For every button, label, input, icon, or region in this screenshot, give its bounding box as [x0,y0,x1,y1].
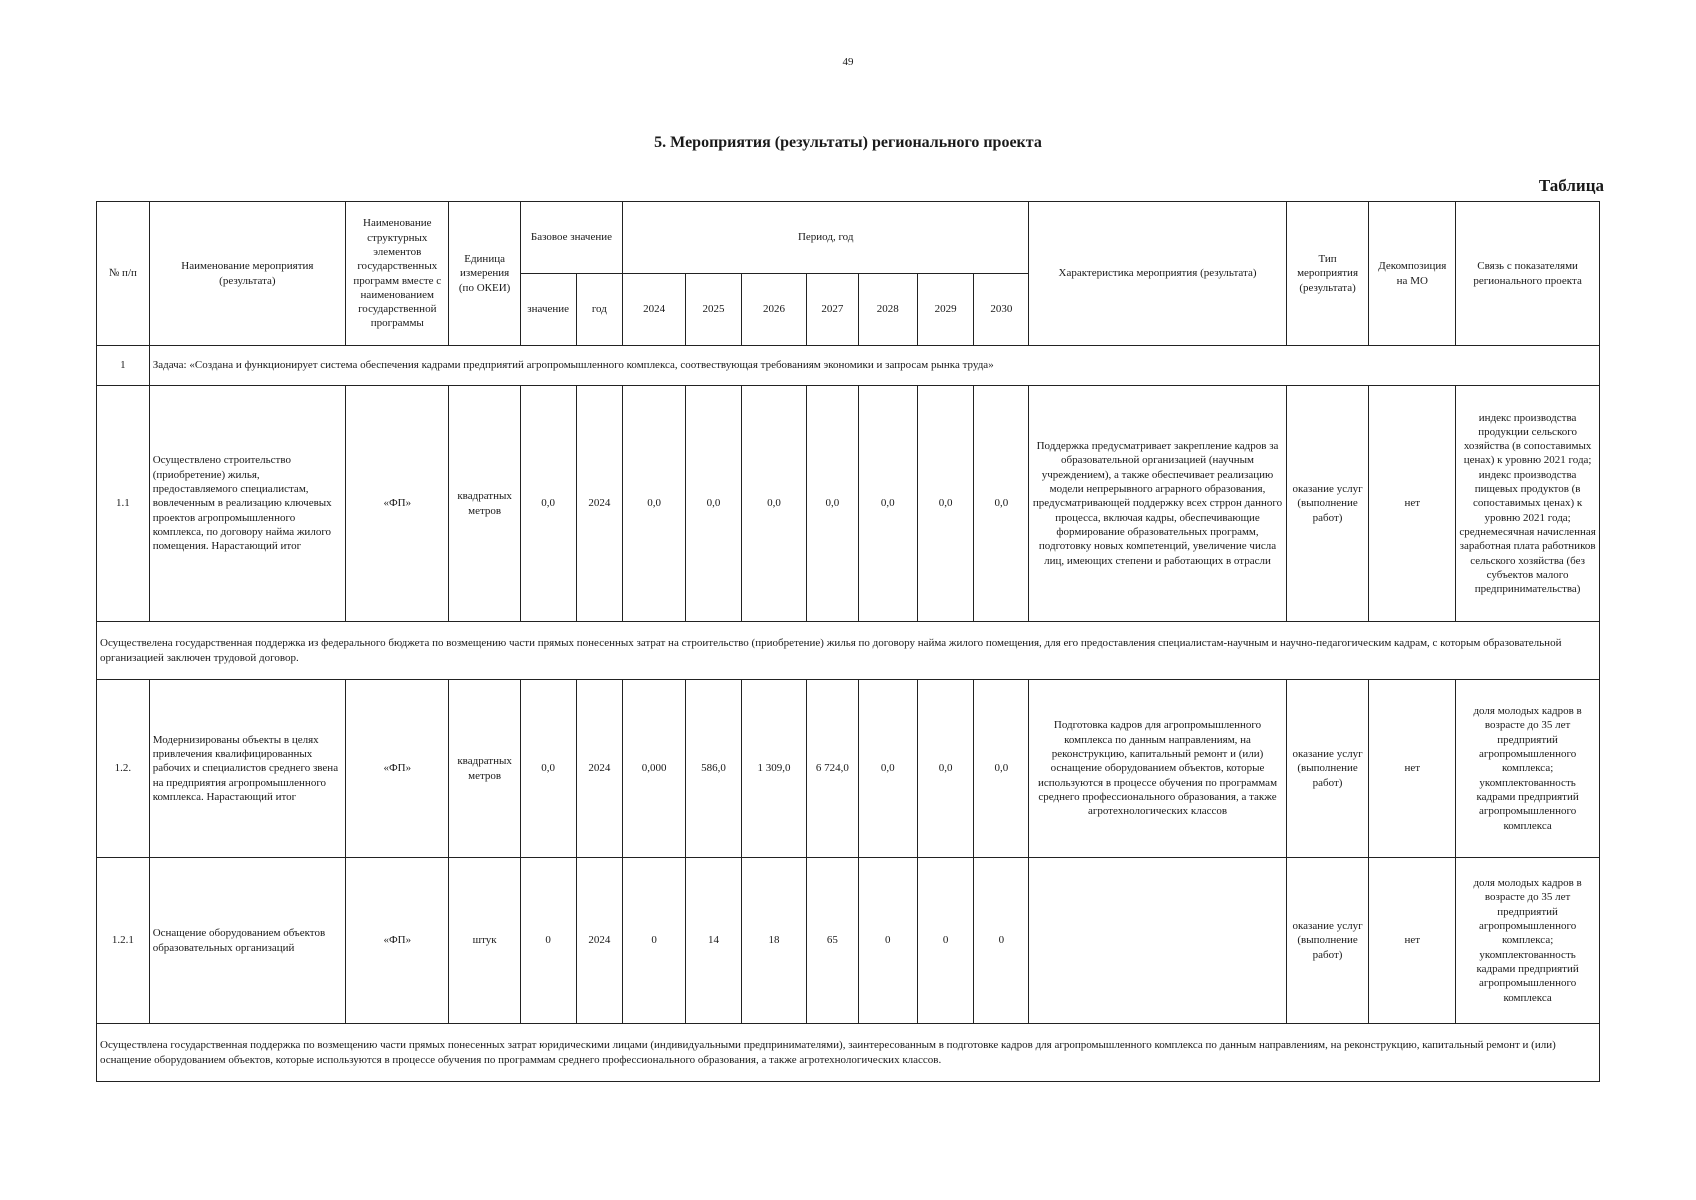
row-value: 0,0 [858,680,917,858]
row-type: оказание услуг (выполнение работ) [1286,386,1369,622]
task-row [97,346,1600,386]
row-type: оказание услуг (выполнение работ) [1286,680,1369,858]
row-value: 0,000 [623,680,686,858]
table-label: Таблица [1538,176,1604,195]
header-decomp: Декомпозиция на МО [1369,202,1456,346]
header-link: Связь с показателями регионального проекта [1456,202,1600,346]
table-row [97,680,1600,858]
task-text: Задача: «Создана и функционирует система обеспечения кадрами предприятий агропромышленного комплекса, соотвествующая требованиям экономики и запросам рынка труда» [149,346,1599,386]
row-value: 0,0 [917,680,974,858]
header-struct: Наименование структурных элементов государственных программ вместе с наименованием государственной программы [346,202,449,346]
note-row [97,1024,1600,1082]
row-value: 0,0 [807,386,859,622]
row-value: 14 [686,858,742,1024]
header-year: 2024 [623,274,686,346]
header-unit: Единица измерения (по ОКЕИ) [449,202,520,346]
row-value: 0,0 [917,386,974,622]
section-heading: 5. Мероприятия (результаты) регионального проекта [654,134,1042,151]
header-base-year: год [576,274,623,346]
header-name: Наименование мероприятия (результата) [149,202,345,346]
note-text: Осуществелена государственная поддержка из федерального бюджета по возмещению части прямых понесенных затрат на строительство (приобретение) жилья по договору найма жилого помещения, для его предоставления специалистам-научным и научно-педагогическим кадрам, с которым образовательной организацией заключен трудовой договор. [97,622,1600,680]
row-value: 1 309,0 [741,680,806,858]
row-decomp: нет [1369,386,1456,622]
row-base-value: 0 [520,858,576,1024]
row-name: Модернизированы объекты в целях привлечения квалифицированных рабочих и специалистов среднего звена на предприятия агропромышленного комплекса. Нарастающий итог [149,680,345,858]
row-value: 0 [974,858,1029,1024]
row-link: доля молодых кадров в возрасте до 35 лет предприятий агропромышленного комплекса; укомплектованность кадрами предприятий агропромышленного комплекса [1456,858,1600,1024]
row-num: 1.2.1 [97,858,150,1024]
page-number: 49 [842,56,854,68]
row-characteristic [1029,858,1286,1024]
row-struct: «ФП» [346,680,449,858]
row-base-year: 2024 [576,858,623,1024]
row-name: Оснащение оборудованием объектов образовательных организаций [149,858,345,1024]
note-row [97,622,1600,680]
row-base-value: 0,0 [520,386,576,622]
header-year: 2027 [807,274,859,346]
row-type: оказание услуг (выполнение работ) [1286,858,1369,1024]
row-struct: «ФП» [346,858,449,1024]
row-unit: квадратных метров [449,386,520,622]
header-row-1 [97,202,1600,274]
row-value: 0 [858,858,917,1024]
row-value: 0,0 [623,386,686,622]
row-num: 1.1 [97,386,150,622]
measures-table [96,201,1600,1082]
header-year: 2029 [917,274,974,346]
row-decomp: нет [1369,680,1456,858]
row-value: 0 [917,858,974,1024]
header-period: Период, год [623,202,1029,274]
row-unit: штук [449,858,520,1024]
row-value: 586,0 [686,680,742,858]
row-value: 65 [807,858,859,1024]
row-decomp: нет [1369,858,1456,1024]
row-struct: «ФП» [346,386,449,622]
task-num: 1 [97,346,150,386]
row-characteristic: Подготовка кадров для агропромышленного комплекса по данным направлениям, на реконструкцию, капитальный ремонт и (или) оснащение оборудованием объектов, которые используются в процессе обучения по программам среднего профессионального образования, а также агротехнологических классов [1029,680,1286,858]
note-text: Осуществлена государственная поддержка по возмещению части прямых понесенных затрат юридическими лицами (индивидуальными предпринимателями), заинтересованным в подготовке кадров для агропромышленного комплекса по данным направлениям, на реконструкцию, капитальный ремонт и (или) оснащение оборудованием объектов, которые используются в процессе обучения по программам среднего профессионального образования, а также агротехнологических классов. [97,1024,1600,1082]
table-row [97,858,1600,1024]
row-value: 0,0 [974,680,1029,858]
header-year: 2025 [686,274,742,346]
row-value: 0,0 [686,386,742,622]
row-value: 18 [741,858,806,1024]
header-characteristic: Характеристика мероприятия (результата) [1029,202,1286,346]
header-base: Базовое значение [520,202,622,274]
row-value: 6 724,0 [807,680,859,858]
header-type: Тип мероприятия (результата) [1286,202,1369,346]
header-year: 2030 [974,274,1029,346]
row-value: 0,0 [858,386,917,622]
row-link: доля молодых кадров в возрасте до 35 лет предприятий агропромышленного комплекса; укомплектованность кадрами предприятий агропромышленного комплекса [1456,680,1600,858]
header-num: № п/п [97,202,150,346]
row-unit: квадратных метров [449,680,520,858]
row-link: индекс производства продукции сельского хозяйства (в сопоставимых ценах) к уровню 2021 года; индекс производства пищевых продуктов (в сопоставимых ценах) к уровню 2021 года; среднемесячная начисленная заработная плата работников сельского хозяйства (без субъектов малого предпринимательства) [1456,386,1600,622]
row-value: 0,0 [741,386,806,622]
header-year: 2028 [858,274,917,346]
row-base-year: 2024 [576,680,623,858]
header-year: 2026 [741,274,806,346]
row-base-year: 2024 [576,386,623,622]
row-characteristic: Поддержка предусматривает закрепление кадров за образовательной организацией (научным учреждением), а также обеспечивает реализацию модели непрерывного аграрного образования, предусматривающей поддержку всех стррон данного процесса, включая кадры, обеспечивающие формирование образовательных программ, подготовку новых компетенций, увеличение числа лиц, имеющих степени и работающих в отрасли [1029,386,1286,622]
row-base-value: 0,0 [520,680,576,858]
row-value: 0,0 [974,386,1029,622]
row-name: Осуществлено строительство (приобретение) жилья, предоставляемого специалистам, вовлеченным в реализацию ключевых проектов агропромышленного комплекса, по договору найма жилого помещения. Нарастающий итог [149,386,345,622]
row-num: 1.2. [97,680,150,858]
header-base-value: значение [520,274,576,346]
table-row [97,386,1600,622]
row-value: 0 [623,858,686,1024]
